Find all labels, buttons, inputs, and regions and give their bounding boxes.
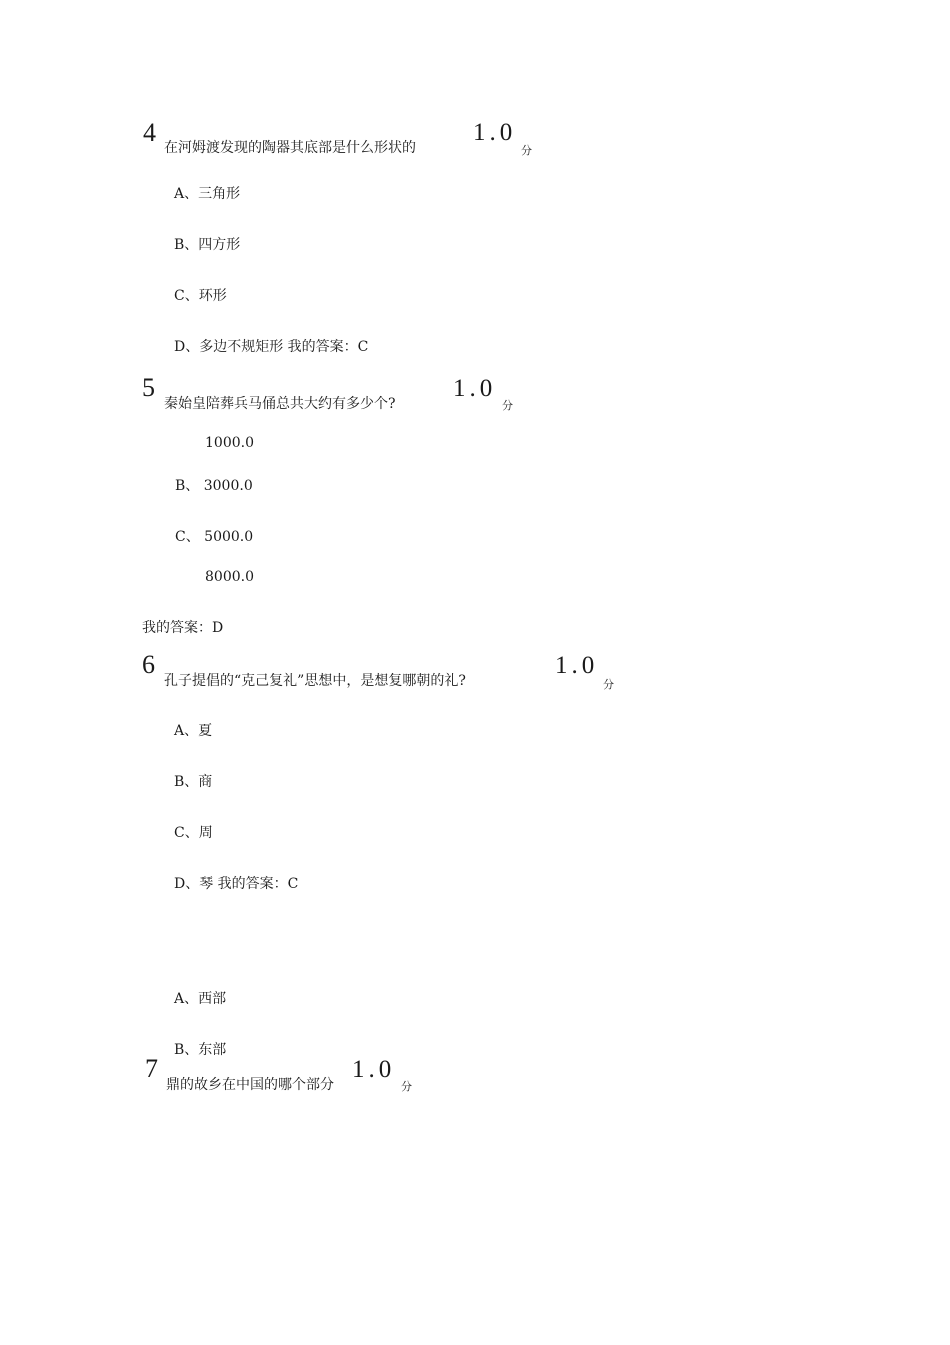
score-unit: 分	[603, 678, 614, 691]
question-number: 4	[143, 118, 156, 147]
option-b: B、 3000.0	[175, 478, 253, 494]
question-text: 在河姆渡发现的陶器其底部是什么形状的	[164, 140, 416, 156]
option-a: A、西部	[174, 991, 227, 1007]
question-number: 5	[142, 373, 155, 402]
option-b: B、东部	[174, 1042, 227, 1058]
question-score: 1.0	[555, 652, 599, 679]
option-b: B、四方形	[174, 237, 241, 253]
option-c: C、 5000.0	[175, 529, 254, 545]
question-score: 1.0	[453, 375, 497, 402]
option-d-with-answer: D、多边不规矩形 我的答案：C	[174, 339, 369, 355]
option-c: C、周	[174, 825, 213, 841]
option-b: B、商	[174, 774, 213, 790]
question-text: 鼎的故乡在中国的哪个部分	[166, 1077, 334, 1093]
score-unit: 分	[521, 144, 532, 157]
option-a: A、夏	[174, 723, 213, 739]
question-number: 7	[145, 1054, 158, 1083]
question-score: 1.0	[473, 119, 517, 146]
my-answer: 我的答案：D	[142, 620, 224, 636]
option-c: C、环形	[174, 288, 227, 304]
option-a: 1000.0	[205, 435, 254, 451]
question-number: 6	[142, 650, 155, 679]
question-text: 秦始皇陪葬兵马俑总共大约有多少个?	[164, 396, 396, 412]
option-d-with-answer: D、琴 我的答案：C	[174, 876, 299, 892]
score-unit: 分	[502, 399, 513, 412]
option-a: A、三角形	[174, 186, 241, 202]
option-d: 8000.0	[205, 569, 254, 585]
question-text: 孔子提倡的“克己复礼”思想中，是想复哪朝的礼?	[164, 673, 466, 689]
question-score: 1.0	[352, 1056, 396, 1083]
score-unit: 分	[401, 1080, 412, 1093]
